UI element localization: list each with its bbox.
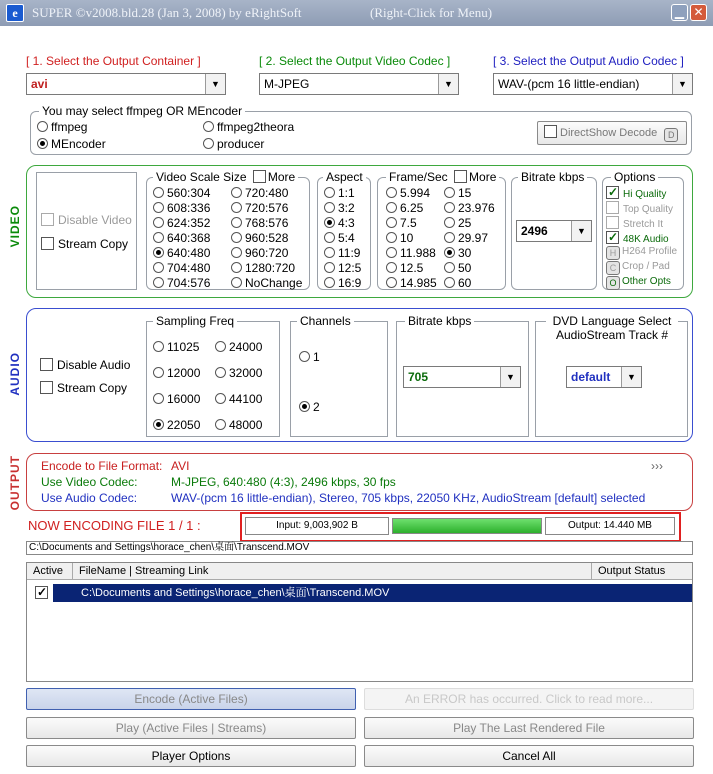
radio-icon <box>153 419 164 430</box>
fps-option-label: 10 <box>400 231 414 245</box>
d-key-icon: D <box>664 128 678 142</box>
freq-radio[interactable] <box>153 360 200 386</box>
app-icon: e <box>6 4 24 22</box>
aspect-option-label: 3:2 <box>338 201 355 215</box>
fps-radio[interactable] <box>444 201 495 216</box>
scale-radio[interactable] <box>153 246 210 261</box>
fps-option-label: 6.25 <box>400 201 424 215</box>
scale-option-label: 640:368 <box>167 231 211 245</box>
disable-audio-checkbox[interactable]: Disable Audio <box>40 358 130 372</box>
freq-radio[interactable] <box>215 412 262 438</box>
scale-option-label: 720:576 <box>245 201 289 215</box>
cancel-all-button[interactable]: Cancel All <box>364 745 694 767</box>
aspect-radio[interactable] <box>324 261 361 276</box>
file-list[interactable] <box>26 562 693 682</box>
crop-pad-button[interactable]: C Crop / Pad <box>606 261 670 275</box>
scale-option-label: 720:480 <box>245 186 289 200</box>
aspect-option-label: 16:9 <box>338 276 362 290</box>
video-bitrate-legend: Bitrate kbps <box>518 170 587 184</box>
freq-radio[interactable] <box>215 386 262 412</box>
checkbox-icon <box>606 216 619 229</box>
play-last-button[interactable]: Play The Last Rendered File <box>364 717 694 739</box>
radio-icon <box>324 217 335 228</box>
chevron-down-icon[interactable]: ▼ <box>571 221 591 241</box>
channels-legend: Channels <box>297 314 354 328</box>
checkbox-icon <box>40 358 53 371</box>
chevron-down-icon[interactable]: ▼ <box>621 367 641 387</box>
radio-icon <box>444 187 455 198</box>
fps-column-2 <box>444 186 495 291</box>
radio-icon <box>231 187 242 198</box>
aspect-option-label: 4:3 <box>338 216 355 230</box>
freq-option-label: 11025 <box>167 340 200 354</box>
current-file-path: C:\Documents and Settings\horace_chen\桌面\Transcend.MOV <box>26 541 693 555</box>
window-title: SUPER ©v2008.bld.28 (Jan 3, 2008) by eRightSoft <box>32 5 302 20</box>
container-value: avi <box>31 77 48 91</box>
scale-option-label: 960:528 <box>245 231 289 245</box>
close-button[interactable]: ✕ <box>690 4 707 21</box>
scale-option-label: 608:336 <box>167 201 211 215</box>
fps-option-label: 30 <box>458 246 472 260</box>
aspect-radio[interactable] <box>324 201 361 216</box>
radio-icon <box>231 262 242 273</box>
directshow-decode-button[interactable]: DirectShow Decode D <box>537 121 687 145</box>
radio-icon <box>386 232 397 243</box>
freq-option-label: 44100 <box>229 392 263 406</box>
menu-hint: (Right-Click for Menu) <box>370 5 493 20</box>
scale-radio[interactable] <box>153 201 210 216</box>
scale-column-2 <box>231 186 302 291</box>
radio-icon <box>386 277 397 288</box>
fps-column-1 <box>386 186 437 291</box>
chevron-down-icon[interactable]: ▼ <box>205 74 225 94</box>
aspect-option-label: 12:5 <box>338 261 362 275</box>
h264-profile-button[interactable]: H H264 Profile <box>606 246 677 260</box>
radio-icon <box>386 217 397 228</box>
radio-icon <box>386 262 397 273</box>
freq-option-label: 22050 <box>167 418 201 432</box>
play-active-button[interactable]: Play (Active Files | Streams) <box>26 717 356 739</box>
audio-stream-value: default <box>571 370 611 384</box>
col-status[interactable]: Output Status <box>591 563 692 579</box>
radio-icon <box>215 341 226 352</box>
progress-fill <box>393 519 541 533</box>
output-more-icon[interactable]: ››› <box>651 459 663 473</box>
output-format-label: Encode to File Format: <box>41 459 163 473</box>
minimize-button[interactable]: ▁ <box>671 4 688 21</box>
radio-icon <box>231 232 242 243</box>
checkbox-icon <box>606 186 619 199</box>
freq-radio[interactable] <box>153 412 200 438</box>
scale-option-label: 560:304 <box>167 186 211 200</box>
radio-icon <box>37 138 48 149</box>
aspect-radio[interactable] <box>324 276 361 291</box>
channel-2-radio[interactable]: 2 <box>299 400 320 414</box>
video-bitrate-value: 2496 <box>521 224 548 238</box>
aspect-option-label: 5:4 <box>338 231 355 245</box>
scale-option-label: 624:352 <box>167 216 211 230</box>
scale-option-label: 640:480 <box>167 246 211 260</box>
freq-column-2 <box>215 334 262 438</box>
fps-radio[interactable] <box>444 186 495 201</box>
radio-mencoder[interactable]: MEncoder <box>37 137 106 151</box>
output-audio-value: WAV-(pcm 16 little-endian), Stereo, 705 kbps, 22050 KHz, AudioStream [default] selected <box>171 491 646 505</box>
radio-icon <box>299 401 310 412</box>
radio-icon <box>231 247 242 258</box>
fps-radio[interactable] <box>444 246 495 261</box>
scale-radio[interactable] <box>231 201 302 216</box>
sampling-freq-legend: Sampling Freq <box>153 314 237 328</box>
fps-more-checkbox[interactable] <box>454 170 467 183</box>
radio-icon <box>203 138 214 149</box>
container-select[interactable] <box>26 73 226 95</box>
scale-radio[interactable] <box>231 246 302 261</box>
fps-option-label: 25 <box>458 216 472 230</box>
fps-option-label: 14.985 <box>400 276 437 290</box>
radio-icon <box>153 341 164 352</box>
video-options-legend: Options <box>611 170 658 184</box>
video-codec-select[interactable] <box>259 73 459 95</box>
radio-icon <box>324 247 335 258</box>
video-section-label: VIDEO <box>8 205 22 248</box>
scale-option-label: 704:576 <box>167 276 211 290</box>
fps-option-label: 5.994 <box>400 186 431 200</box>
freq-radio[interactable] <box>215 334 262 360</box>
file-list-header <box>27 563 692 580</box>
audio-bitrate-legend: Bitrate kbps <box>405 314 474 328</box>
audio-bitrate-group <box>396 314 529 437</box>
aspect-radio[interactable] <box>324 246 361 261</box>
audio-section-label: AUDIO <box>8 352 22 396</box>
radio-producer[interactable]: producer <box>203 137 264 151</box>
fps-legend: Frame/Sec More <box>386 170 499 184</box>
radio-icon <box>37 121 48 132</box>
radio-icon <box>324 277 335 288</box>
scale-radio[interactable] <box>231 216 302 231</box>
aspect-radio[interactable] <box>324 231 361 246</box>
scale-option-label: 960:720 <box>245 246 289 260</box>
checkbox-icon <box>544 125 557 138</box>
radio-icon <box>324 232 335 243</box>
fps-option-label: 60 <box>458 276 472 290</box>
channels-group <box>290 314 388 437</box>
audio-stream-copy-checkbox[interactable]: Stream Copy <box>40 381 127 395</box>
scale-radio[interactable] <box>231 261 302 276</box>
freq-radio[interactable] <box>153 334 200 360</box>
chevron-down-icon[interactable]: ▼ <box>438 74 458 94</box>
freq-column-1 <box>153 334 200 438</box>
video-bitrate-group <box>511 170 597 290</box>
fps-option-label: 11.988 <box>400 246 436 260</box>
fps-option-label: 23.976 <box>458 201 495 215</box>
fps-option-label: 12.5 <box>400 261 424 275</box>
freq-option-label: 16000 <box>167 392 201 406</box>
output-format-value: AVI <box>171 459 190 473</box>
chevron-down-icon[interactable]: ▼ <box>500 367 520 387</box>
radio-icon <box>444 247 455 258</box>
aspect-radio[interactable] <box>324 186 361 201</box>
scale-radio[interactable] <box>153 231 210 246</box>
radio-icon <box>215 419 226 430</box>
freq-radio[interactable] <box>215 360 262 386</box>
o-key-icon: O <box>606 276 620 290</box>
scale-column-1 <box>153 186 210 291</box>
radio-icon <box>231 202 242 213</box>
sampling-freq-group <box>146 314 280 437</box>
scale-radio[interactable] <box>231 231 302 246</box>
fps-radio[interactable] <box>386 246 437 261</box>
radio-icon <box>299 351 310 362</box>
other-opts-button[interactable]: O Other Opts <box>606 276 671 290</box>
radio-icon <box>153 187 164 198</box>
input-size: Input: 9,003,902 B <box>245 517 389 535</box>
video-codec-label: [ 2. Select the Output Video Codec ] <box>259 54 451 68</box>
radio-icon <box>386 187 397 198</box>
radio-icon <box>231 217 242 228</box>
fps-radio[interactable] <box>444 231 495 246</box>
freq-radio[interactable] <box>153 386 200 412</box>
radio-icon <box>153 232 164 243</box>
fps-radio[interactable] <box>386 261 437 276</box>
radio-icon <box>153 217 164 228</box>
output-video-label: Use Video Codec: <box>41 475 138 489</box>
radio-icon <box>203 121 214 132</box>
fps-group <box>377 170 506 290</box>
top-quality-checkbox[interactable]: Top Quality <box>606 201 673 215</box>
radio-icon <box>153 393 164 404</box>
h-key-icon: H <box>606 246 620 260</box>
encoder-group <box>30 104 692 155</box>
radio-icon <box>215 393 226 404</box>
player-options-button[interactable]: Player Options <box>26 745 356 767</box>
hi-quality-checkbox[interactable]: ✓Hi Quality <box>606 186 666 200</box>
channel-1-radio[interactable]: 1 <box>299 350 320 364</box>
fps-option-label: 29.97 <box>458 231 489 245</box>
radio-icon <box>153 367 164 378</box>
disable-video-checkbox[interactable]: Disable Video <box>41 213 132 227</box>
video-toggle-box <box>36 172 137 290</box>
radio-ffmpeg[interactable]: ffmpeg <box>37 120 87 134</box>
scale-option-label: 704:480 <box>167 261 211 275</box>
dvd-language-legend: DVD Language Select AudioStream Track # <box>546 314 678 342</box>
fps-radio[interactable] <box>386 186 437 201</box>
col-filename[interactable]: FileName | Streaming Link <box>79 565 209 577</box>
audio-codec-select[interactable] <box>493 73 693 95</box>
output-section-label: OUTPUT <box>8 455 22 511</box>
output-video-value: M-JPEG, 640:480 (4:3), 2496 kbps, 30 fps <box>171 475 396 489</box>
scale-size-group <box>146 170 310 290</box>
radio-icon <box>444 202 455 213</box>
radio-ffmpeg2theora[interactable]: ffmpeg2theora <box>203 120 294 134</box>
radio-icon <box>324 262 335 273</box>
aspect-group <box>317 170 371 290</box>
scale-radio[interactable] <box>231 276 302 291</box>
freq-option-label: 32000 <box>229 366 263 380</box>
fps-radio[interactable] <box>386 216 437 231</box>
video-bitrate-select[interactable] <box>516 220 592 242</box>
radio-icon <box>444 232 455 243</box>
c-key-icon: C <box>606 261 620 275</box>
scale-radio[interactable] <box>153 276 210 291</box>
aspect-option-label: 1:1 <box>338 186 355 200</box>
audio-bitrate-value: 705 <box>408 370 429 384</box>
radio-icon <box>324 202 335 213</box>
fps-option-label: 50 <box>458 261 472 275</box>
row-active-checkbox[interactable] <box>35 586 48 599</box>
scale-radio[interactable] <box>231 186 302 201</box>
encode-button[interactable]: Encode (Active Files) <box>26 688 356 710</box>
checkbox-icon <box>40 381 53 394</box>
radio-icon <box>444 217 455 228</box>
audio-codec-label: [ 3. Select the Output Audio Codec ] <box>493 54 684 68</box>
video-codec-value: M-JPEG <box>264 77 310 91</box>
aspect-column <box>324 186 361 291</box>
radio-icon <box>386 247 397 258</box>
error-button[interactable]: An ERROR has occurred. Click to read more... <box>364 688 694 710</box>
freq-option-label: 24000 <box>229 340 263 354</box>
radio-icon <box>215 367 226 378</box>
freq-option-label: 48000 <box>229 418 263 432</box>
scale-radio[interactable] <box>153 261 210 276</box>
scale-option-label: NoChange <box>245 276 303 290</box>
video-stream-copy-checkbox[interactable]: Stream Copy <box>41 237 128 251</box>
output-audio-label: Use Audio Codec: <box>41 491 138 505</box>
table-row[interactable] <box>27 584 692 602</box>
fps-option-label: 15 <box>458 186 472 200</box>
radio-icon <box>153 202 164 213</box>
radio-icon <box>386 202 397 213</box>
audio-bitrate-select[interactable] <box>403 366 521 388</box>
fps-option-label: 7.5 <box>400 216 417 230</box>
container-label: [ 1. Select the Output Container ] <box>26 54 201 68</box>
aspect-option-label: 11:9 <box>338 246 361 260</box>
fps-radio[interactable] <box>444 261 495 276</box>
radio-icon <box>153 247 164 258</box>
aspect-radio[interactable] <box>324 216 361 231</box>
radio-icon <box>153 262 164 273</box>
scale-size-legend: Video Scale Size More <box>153 170 298 184</box>
fps-radio[interactable] <box>444 276 495 291</box>
fps-radio[interactable] <box>386 201 437 216</box>
title-bar[interactable] <box>0 0 713 26</box>
checkbox-icon <box>606 231 619 244</box>
encoder-legend: You may select ffmpeg OR MEncoder <box>39 104 245 118</box>
checkbox-icon <box>41 237 54 250</box>
scale-option-label: 1280:720 <box>245 261 296 275</box>
scale-radio[interactable] <box>153 216 210 231</box>
audio48k-checkbox[interactable]: ✓48K Audio <box>606 231 669 245</box>
scale-more-checkbox[interactable] <box>253 170 266 183</box>
stretch-checkbox[interactable]: Stretch It <box>606 216 663 230</box>
chevron-down-icon[interactable]: ▼ <box>672 74 692 94</box>
radio-icon <box>444 277 455 288</box>
radio-icon <box>153 277 164 288</box>
row-filename[interactable]: C:\Documents and Settings\horace_chen\桌面\Transcend.MOV <box>53 584 692 602</box>
dvd-language-group <box>535 314 688 437</box>
radio-icon <box>231 277 242 288</box>
fps-radio[interactable] <box>386 231 437 246</box>
fps-radio[interactable] <box>444 216 495 231</box>
aspect-legend: Aspect <box>323 170 366 184</box>
audio-stream-select[interactable] <box>566 366 642 388</box>
encoding-status: NOW ENCODING FILE 1 / 1 : <box>28 518 201 533</box>
progress-bar <box>392 518 542 534</box>
scale-radio[interactable] <box>153 186 210 201</box>
output-size: Output: 14.440 MB <box>545 517 675 535</box>
checkbox-icon <box>41 213 54 226</box>
radio-icon <box>444 262 455 273</box>
audio-codec-value: WAV-(pcm 16 little-endian) <box>498 77 640 91</box>
radio-icon <box>324 187 335 198</box>
freq-option-label: 12000 <box>167 366 201 380</box>
col-active[interactable]: Active <box>27 563 73 579</box>
checkbox-icon <box>606 201 619 214</box>
scale-option-label: 768:576 <box>245 216 289 230</box>
video-options-group <box>602 170 684 290</box>
fps-radio[interactable] <box>386 276 437 291</box>
